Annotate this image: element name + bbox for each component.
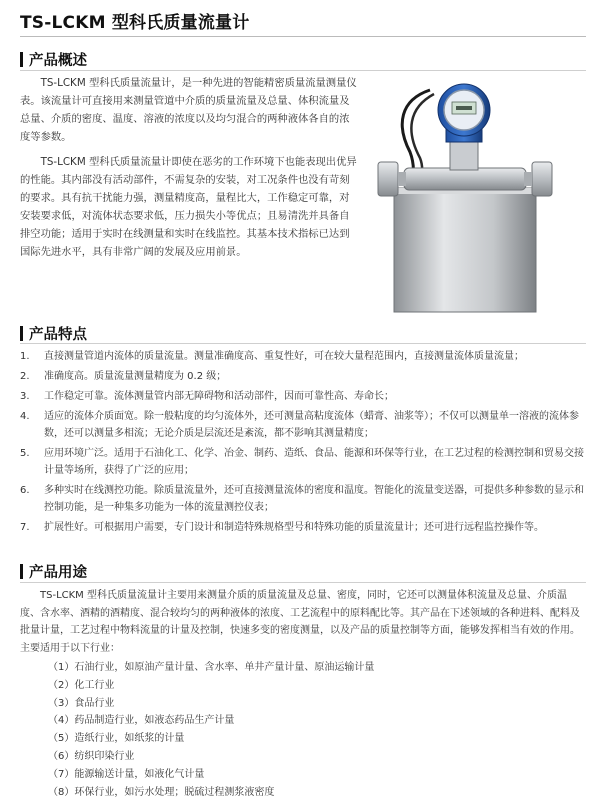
heading-bar [20,52,23,67]
feature-item [20,348,586,365]
feature-text: 适应的流体介质面宽。除一般粘度的均匀流体外，还可测量高粘度流体（蜡膏、油浆等）；不仅可以测量单一溶液的流体参数，还可以测量多相流；无论介质是层流还是紊流，都不影响其测量精度； [44,411,579,439]
feature-number: 2. [20,371,30,382]
uses-heading-text: 产品用途 [29,565,87,581]
overview-text [20,74,358,261]
feature-item [20,388,586,405]
heading-bar [20,564,23,579]
overview-divider [20,70,586,71]
industry-item: （2）化工行业 [48,679,115,691]
title-divider [20,36,586,37]
industry-item: （5）造纸行业，如纸浆的计量 [48,733,185,745]
feature-number: 6. [20,485,30,496]
feature-text: 扩展性好。可根据用户需要，专门设计和制造特殊规格型号和特殊功能的质量流量计；还可进行远程监控操作等。 [44,522,544,533]
industry-list [48,659,374,801]
uses-text [20,587,586,657]
feature-item [20,519,586,536]
feature-number: 1. [20,351,30,362]
industry-item: （1）石油行业，如原油产量计量、含水率、单井产量计量、原油运输计量 [48,662,375,673]
feature-item [20,445,586,479]
feature-text: 应用环境广泛。适用于石油化工、化学、冶金、制药、造纸、食品、能源和环保等行业，在工艺过程的检测控制和贸易交接计量等场所，获得了广泛的应用； [44,448,584,476]
feature-number: 5. [20,448,30,459]
feature-item [20,368,586,385]
feature-number: 3. [20,391,30,402]
industry-item: （6）纺织印染行业 [48,750,135,762]
industry-item: （4）药品制造行业，如液态药品生产计量 [48,715,235,727]
uses-divider [20,582,586,583]
features-heading [20,323,87,344]
industry-item: （7）能源输送计量，如液化气计量 [48,768,205,780]
industry-item: （8）环保行业，如污水处理；脱硫过程测浆液密度 [48,786,275,798]
features-list [20,348,586,539]
flowmeter-product-image [370,80,575,320]
overview-paragraph: TS-LCKM 型科氏质量流量计，是一种先进的智能精密质量流量测量仪表。该流量计可直接用来测量管道中介质的质量流量及总量、体积流量及总量、介质的密度、温度、溶液的浓度以及均匀混合的两种液体各自的浓度等参数。 [20,77,357,143]
features-heading-text: 产品特点 [29,327,87,343]
heading-bar [20,326,23,341]
uses-paragraph: TS-LCKM 型科氏质量流量计主要用来测量介质的质量流量及总量、密度，同时，它还可以测量体积流量及总量、介质温度、含水率、酒精的酒精度、混合较均匀的两种液体的浓度、工艺流程中的原料配比等。其产品在下述领域的各种进料、配料及批量计量，工艺过程中物料流量的计量及控制，快速多变的密度测量，以及产品的质量控制等方面，能够发挥相当有效的作用。主要适用于以下行业： [20,590,580,654]
feature-text: 多种实时在线测控功能。除质量流量外，还可直接测量流体的密度和温度。智能化的流量变送器，可提供多种参数的显示和控制功能，是一种集多功能为一体的流量测控仪表； [44,485,584,513]
overview-paragraph: TS-LCKM 型科氏质量流量计即使在恶劣的工作环境下也能表现出优异的性能。其内部没有活动部件，不需复杂的安装，对工况条件也没有苛刻的要求。具有抗干扰能力强，测量精度高，量程比大，工作稳定可靠，对安装要求低，对流体状态要求低，压力损失小等优点；且易清洗并具备自排空功能；适用于实时在线测量和实时在线监控。其基本技术指标已达到国际先进水平，具有非常广阔的发展及应用前景。 [20,156,357,258]
features-divider [20,343,586,344]
feature-item [20,482,586,516]
feature-item [20,408,586,442]
feature-number: 7. [20,522,30,533]
industry-item: （3）食品行业 [48,697,115,709]
feature-number: 4. [20,411,30,422]
overview-heading [20,49,87,70]
page-title: TS-LCKM 型科氏质量流量计 [20,13,250,33]
uses-heading [20,561,87,582]
feature-text: 直接测量管道内流体的质量流量。测量准确度高、重复性好，可在较大量程范围内，直接测量流体质量流量； [44,351,524,362]
feature-text: 工作稳定可靠。流体测量管内部无障碍物和活动部件，因而可靠性高、寿命长； [44,391,394,402]
overview-heading-text: 产品概述 [29,53,87,69]
feature-text: 准确度高。质量流量测量精度为 0.2 级； [44,371,227,382]
